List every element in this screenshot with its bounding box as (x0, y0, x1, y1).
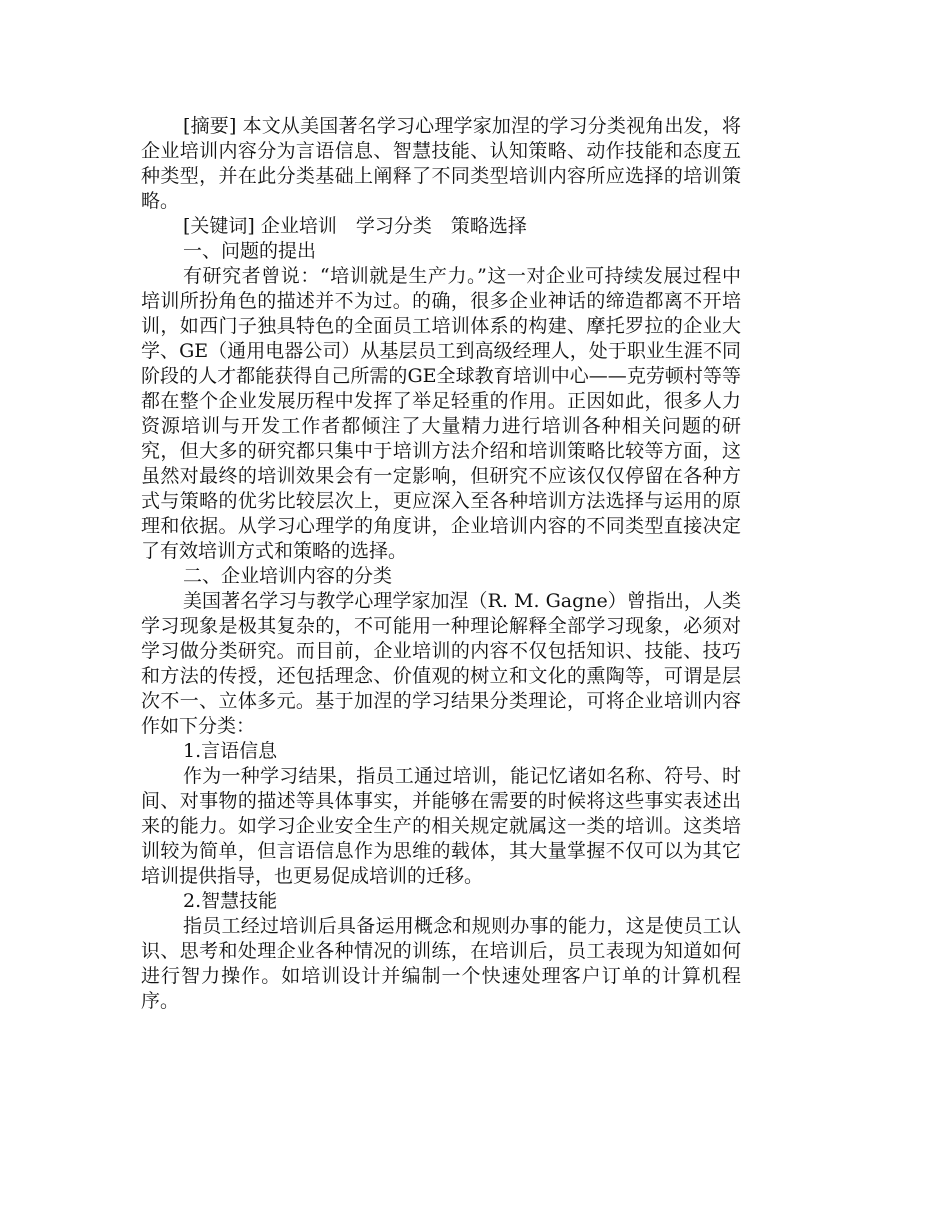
body-paragraph: 作为一种学习结果，指员工通过培训，能记忆诸如名称、符号、时间、对事物的描述等具体事实，并能够在需要的时候将这些事实表述出来的能力。如学习企业安全生产的相关规定就属这一类的培训。这类培训较为简单，但言语信息作为思维的载体，其大量掌握不仅可以为其它培训提供指导，也更易促成培训的迁移。 (141, 765, 741, 887)
keywords-text: 企业培训 学习分类 策略选择 (254, 215, 527, 237)
keywords-paragraph (141, 214, 741, 239)
subsection-heading: 2.智慧技能 (183, 890, 278, 912)
subsection-heading: 1.言语信息 (183, 740, 278, 762)
body-paragraph: 有研究者曾说：“培训就是生产力。”这一对企业可持续发展过程中培训所扮角色的描述并不为过。的确，很多企业神话的缔造都离不开培训，如西门子独具特色的全面员工培训体系的构建、摩托罗拉的企业大学、GE（通用电器公司）从基层员工到高级经理人，处于职业生涯不同阶段的人才都能获得自己所需的GE全球教育培训中心——克劳顿村等等都在整个企业发展历程中发挥了举足轻重的作用。正因如此，很多人力资源培训与开发工作者都倾注了大量精力进行培训各种相关问题的研究，但大多的研究都只集中于培训方法介绍和培训策略比较等方面，这虽然对最终的培训效果会有一定影响，但研究不应该仅仅停留在各种方式与策略的优劣比较层次上，更应深入至各种培训方法选择与运用的原理和依据。从学习心理学的角度讲，企业培训内容的不同类型直接决定了有效培训方式和策略的选择。 (141, 265, 741, 562)
abstract-text: 本文从美国著名学习心理学家加涅的学习分类视角出发，将企业培训内容分为言语信息、智慧技能、认知策略、动作技能和态度五种类型，并在此分类基础上阐释了不同类型培训内容所应选择的培训策略。 (141, 115, 741, 212)
body-paragraph: 指员工经过培训后具备运用概念和规则办事的能力，这是使员工认识、思考和处理企业各种情况的训练，在培训后，员工表现为知道如何进行智力操作。如培训设计并编制一个快速处理客户订单的计算机程序。 (141, 915, 741, 1012)
section-heading: 一、问题的提出 (183, 240, 317, 262)
section-heading: 二、企业培训内容的分类 (183, 565, 393, 587)
abstract-label: [摘要] (183, 115, 237, 137)
document-body (141, 114, 741, 1014)
keywords-label: [关键词] (183, 215, 255, 237)
abstract-paragraph (141, 114, 741, 214)
body-paragraph: 美国著名学习与教学心理学家加涅（R. M. Gagne）曾指出，人类学习现象是极其复杂的，不可能用一种理论解释全部学习现象，必须对学习做分类研究。而目前，企业培训的内容不仅包括知识、技能、技巧和方法的传授，还包括理念、价值观的树立和文化的熏陶等，可谓是层次不一、立体多元。基于加涅的学习结果分类理论，可将企业培训内容作如下分类： (141, 590, 741, 737)
